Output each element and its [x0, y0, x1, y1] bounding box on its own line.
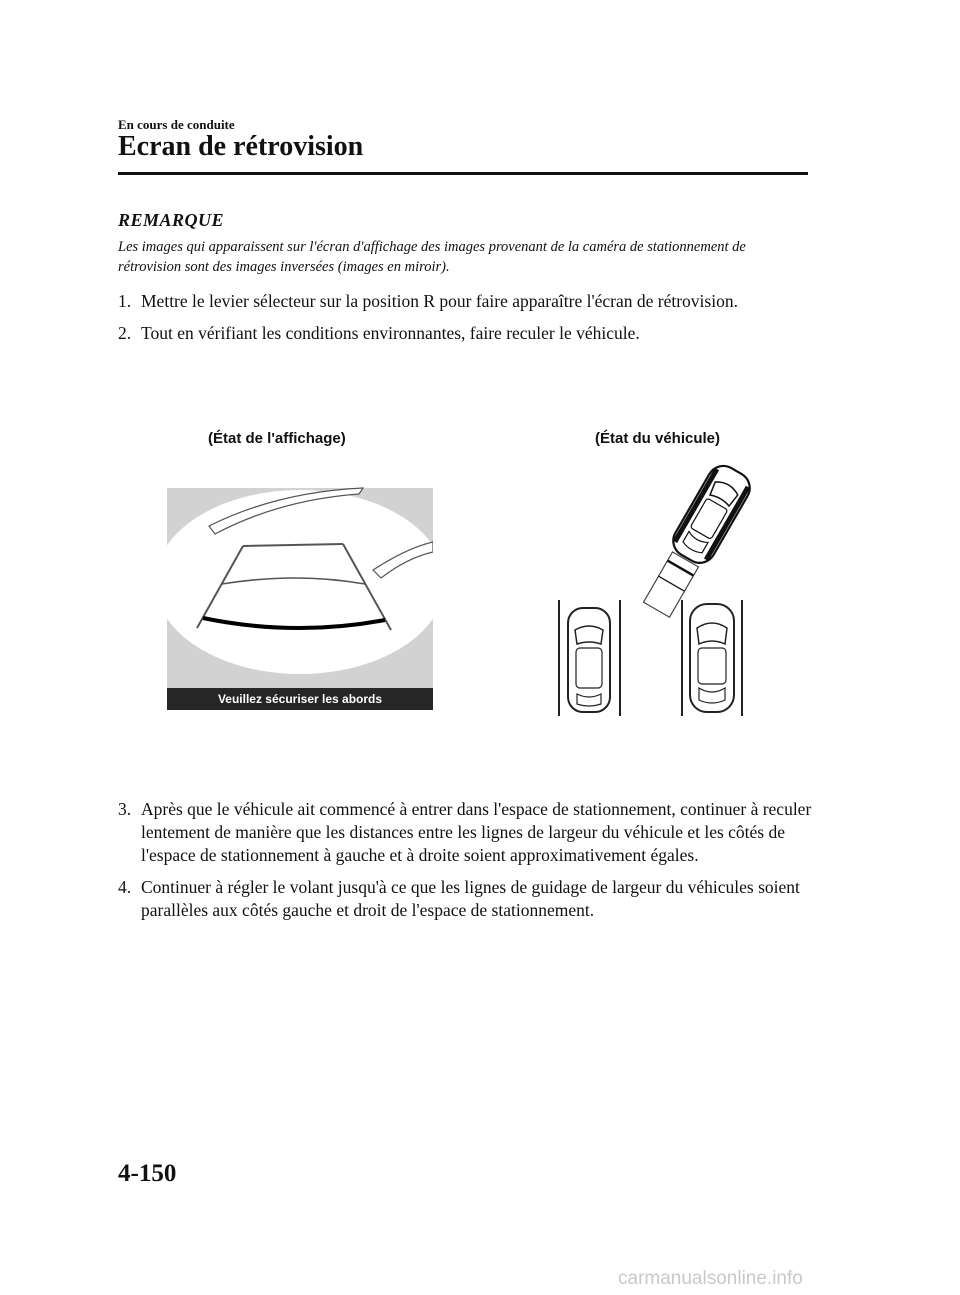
step-number: 4.	[118, 877, 132, 897]
section-label: En cours de conduite	[118, 117, 235, 132]
step-item	[118, 290, 818, 313]
step-item	[118, 798, 818, 867]
step-text: Continuer à régler le volant jusqu'à ce que les lignes de guidage de largeur du véhicules soient parallèles aux côtés gauche et droit de l'espace de stationnement.	[141, 877, 800, 920]
step-item	[118, 876, 818, 922]
note-heading: REMARQUE	[118, 210, 225, 230]
parking-line-left	[558, 600, 560, 716]
parking-line-middle	[619, 600, 621, 716]
title-rule	[118, 172, 808, 175]
page-number: 4-150	[118, 1160, 177, 1187]
step-number: 1.	[118, 291, 132, 311]
step-number: 3.	[118, 799, 132, 819]
vehicle-state-illustration	[545, 462, 765, 722]
step-text: Tout en vérifiant les conditions environnantes, faire reculer le véhicule.	[141, 323, 640, 343]
rear-view-display-illustration	[167, 482, 433, 710]
display-state-label: (État de l'affichage)	[208, 430, 346, 447]
reversing-car	[637, 462, 755, 621]
page-title: Ecran de rétrovision	[118, 131, 364, 162]
parking-line-right	[741, 600, 743, 716]
step-list-first	[118, 290, 818, 345]
parked-car-right	[690, 604, 734, 712]
display-view-area	[167, 490, 433, 674]
warning-banner-text: Veuillez sécuriser les abords	[217, 692, 383, 706]
step-number: 2.	[118, 323, 132, 343]
step-list-second	[118, 798, 818, 922]
vehicle-state-label: (État du véhicule)	[595, 430, 721, 447]
step-text: Après que le véhicule ait commencé à entrer dans l'espace de stationnement, continuer à reculer lentement de manière que les distances entre les lignes de largeur du véhicule et les côtés de l'espace de stationnement à gauche et à droite soient approximativement égales.	[141, 799, 812, 865]
parking-line-center	[681, 600, 683, 716]
parked-car-left	[568, 608, 610, 712]
step-text: Mettre le levier sélecteur sur la position R pour faire apparaître l'écran de rétrovision.	[141, 291, 738, 311]
step-item	[118, 322, 818, 345]
watermark: carmanualsonline.info	[618, 1268, 803, 1289]
note-text: Les images qui apparaissent sur l'écran d'affichage des images provenant de la caméra de stationnement de rétrovision sont des images inversées (images en miroir).	[118, 239, 746, 275]
